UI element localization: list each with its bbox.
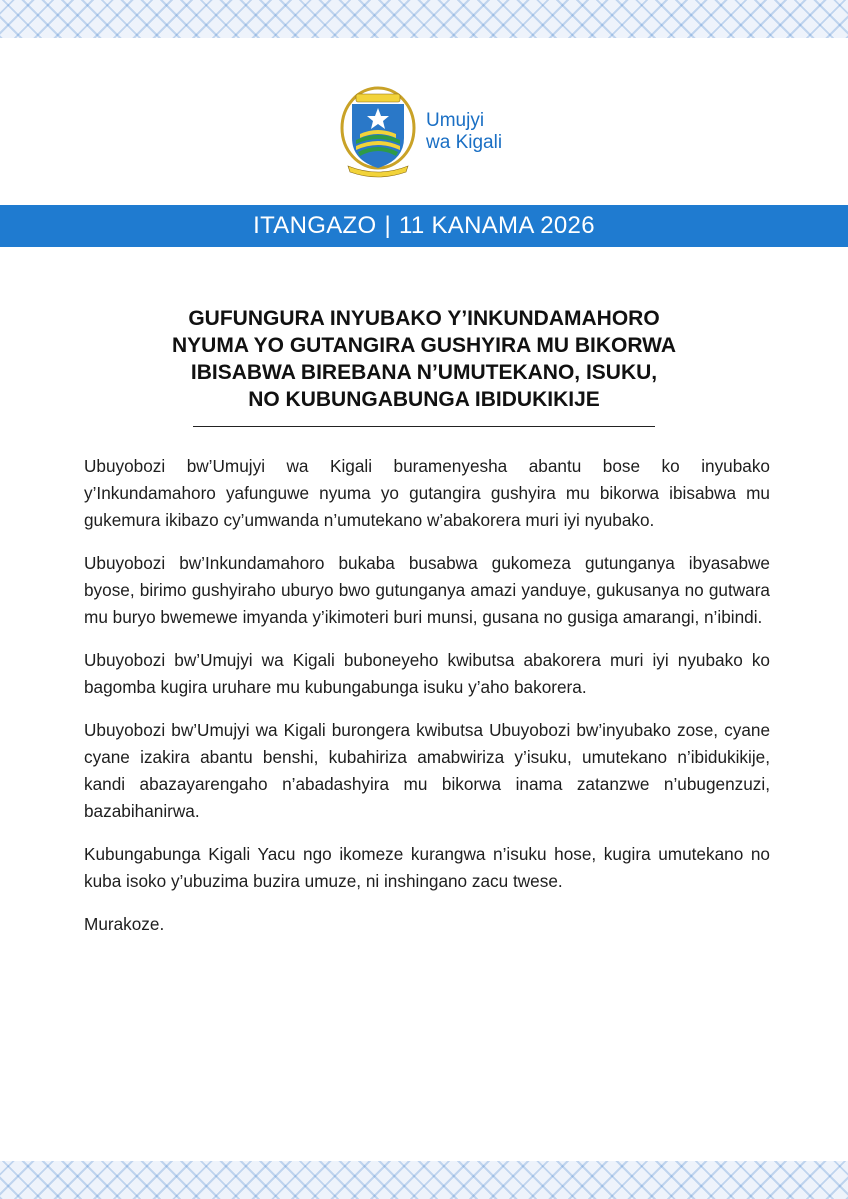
logo-wordmark	[426, 110, 502, 154]
body-paragraph: Ubuyobozi bw’Inkundamahoro bukaba busabwa gukomeza gutunganya ibyasabwe byose, birimo gushyiraho uburyo bwo gutunganya amazi yanduye, gukusanya no gutwara mu buryo bwemewe imyanda y’ikimoteri buri munsi, gusana no gusiga amarangi, n’ibindi.	[84, 553, 770, 627]
logo-line-1: Umujyi	[426, 110, 485, 131]
banner-separator: |	[384, 212, 391, 239]
title-line-1: GUFUNGURA INYUBAKO Y’INKUNDAMAHORO	[188, 307, 660, 330]
announcement-title	[100, 305, 748, 413]
decorative-border-bottom	[0, 1161, 848, 1199]
body-paragraph: Ubuyobozi bw’Umujyi wa Kigali burongera kwibutsa Ubuyobozi bw’inyubako zose, cyane cyane izakira abantu benshi, kubahiriza amabwiriza y’isuku, umutekano n’ibidukikije, kandi abazayarengaho n’abadashyira mu bikorwa inama zatanzwe n’ubugenzuzi, bazabihanirwa.	[84, 720, 770, 821]
announcement-body	[84, 453, 770, 954]
city-of-kigali-logo	[338, 82, 518, 182]
title-line-2: NYUMA YO GUTANGIRA GUSHYIRA MU BIKORWA	[171, 334, 676, 357]
closing-text: Murakoze.	[84, 914, 165, 934]
body-paragraph: Ubuyobozi bw’Umujyi wa Kigali buboneyeho kwibutsa abakorera muri iyi nyubako ko bagomba kugira uruhare mu kubungabunga isuku y’aho bakorera.	[84, 650, 770, 697]
body-paragraph: Ubuyobozi bw’Umujyi wa Kigali buramenyesha abantu bose ko inyubako y’Inkundamahoro yafunguwe nyuma yo gutangira gushyira mu bikorwa ibisabwa mu gukemura ikibazo cy’umwanda n’umutekano w’abakorera muri iyi nyubako.	[84, 456, 770, 530]
kigali-emblem-icon	[338, 82, 418, 178]
title-line-3: IBISABWA BIREBANA N’UMUTEKANO, ISUKU,	[190, 361, 658, 384]
banner-date: 11 KANAMA 2026	[398, 212, 595, 239]
decorative-border-top	[0, 0, 848, 38]
title-divider	[193, 426, 655, 427]
banner-label: ITANGAZO	[253, 212, 377, 239]
body-paragraph: Kubungabunga Kigali Yacu ngo ikomeze kurangwa n’isuku hose, kugira umutekano no kuba isoko y’ubuzima buzira umuze, ni inshingano zacu twese.	[84, 844, 770, 891]
title-line-4: NO KUBUNGABUNGA IBIDUKIKIJE	[248, 388, 600, 411]
logo-line-2: wa Kigali	[426, 132, 503, 153]
announcement-banner	[0, 205, 848, 247]
